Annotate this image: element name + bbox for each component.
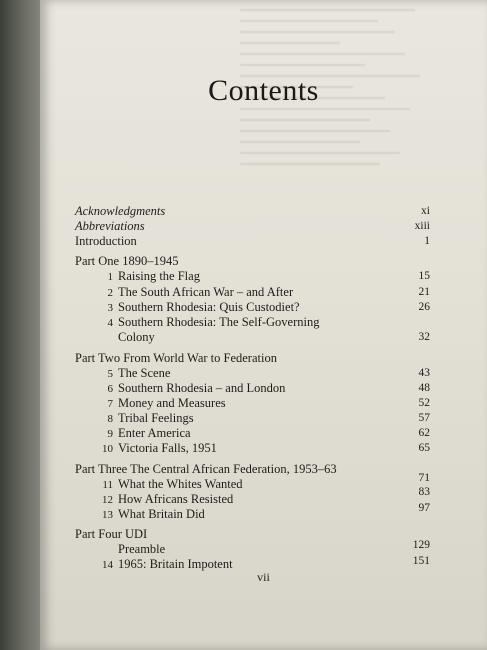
toc-entry-introduction: Introduction — [75, 234, 137, 248]
toc-page-number: 57 — [418, 412, 430, 424]
chapter-title: Preamble — [118, 542, 166, 556]
chapter-number: 14 — [102, 559, 113, 571]
toc-page-number: 65 — [418, 442, 430, 454]
toc-page-number: 52 — [418, 397, 430, 409]
toc-page-number: 71 — [418, 472, 430, 484]
toc-page-number: 97 — [418, 502, 430, 514]
chapter-number: 6 — [107, 383, 113, 395]
page-title: Contents — [208, 74, 319, 107]
chapter-title: Victoria Falls, 1951 — [118, 441, 217, 455]
toc-page-number: 151 — [412, 555, 430, 567]
toc-page-number: xi — [421, 205, 430, 217]
chapter-number: 4 — [107, 317, 113, 329]
toc-page-number: xiii — [414, 220, 430, 232]
chapter-number: 5 — [107, 368, 113, 380]
toc-page-number: 129 — [412, 539, 430, 551]
chapter-title: Raising the Flag — [118, 269, 200, 283]
toc-entry-abbreviations: Abbreviations — [75, 219, 145, 233]
toc-page-number: 26 — [418, 301, 430, 313]
chapter-title: What Britain Did — [118, 507, 205, 521]
chapter-title: The Scene — [118, 366, 171, 380]
chapter-title: Tribal Feelings — [118, 411, 194, 425]
page-folio: vii — [257, 570, 270, 584]
toc-page-number: 1 — [424, 235, 430, 247]
chapter-number: 9 — [107, 428, 113, 440]
toc-page-number: 32 — [418, 331, 430, 343]
chapter-number: 11 — [102, 479, 113, 491]
toc-page-number: 15 — [418, 270, 430, 282]
book-page — [40, 0, 487, 650]
toc-page-number: 83 — [418, 486, 430, 498]
chapter-title: Southern Rhodesia – and London — [118, 381, 286, 395]
chapter-title: Southern Rhodesia: The Self-Governing — [118, 315, 320, 329]
toc-page-number: 43 — [418, 367, 430, 379]
toc-page-number: 48 — [418, 382, 430, 394]
chapter-title: Enter America — [118, 426, 191, 440]
part-heading: Part One 1890–1945 — [75, 254, 179, 268]
part-heading: Part Three The Central African Federation, 1953–63 — [75, 462, 337, 476]
chapter-title: What the Whites Wanted — [118, 477, 243, 491]
chapter-number: 7 — [107, 398, 113, 410]
chapter-title-continued: Colony — [118, 330, 155, 344]
chapter-number: 1 — [107, 271, 113, 283]
toc-chapter — [95, 440, 217, 457]
book-spine-edge — [0, 0, 44, 650]
chapter-title: Southern Rhodesia: Quis Custodiet? — [118, 300, 300, 314]
toc-page-number: 21 — [418, 286, 430, 298]
toc-entry-acknowledgments: Acknowledgments — [75, 204, 166, 218]
chapter-title: 1965: Britain Impotent — [118, 557, 233, 571]
chapter-number: 10 — [102, 443, 113, 455]
chapter-number: 13 — [102, 509, 113, 521]
chapter-number: 12 — [102, 494, 113, 506]
chapter-title: How Africans Resisted — [118, 492, 234, 506]
part-heading: Part Four UDI — [75, 527, 148, 541]
toc-chapter — [95, 506, 205, 523]
chapter-number: 2 — [107, 287, 113, 299]
toc-chapter — [95, 268, 200, 285]
chapter-title: Money and Measures — [118, 396, 226, 410]
chapter-number: 8 — [107, 413, 113, 425]
chapter-number: 3 — [107, 302, 113, 314]
toc-page-number: 62 — [418, 427, 430, 439]
table-of-contents — [40, 0, 487, 650]
part-heading: Part Two From World War to Federation — [75, 351, 277, 365]
chapter-title: The South African War – and After — [118, 285, 294, 299]
